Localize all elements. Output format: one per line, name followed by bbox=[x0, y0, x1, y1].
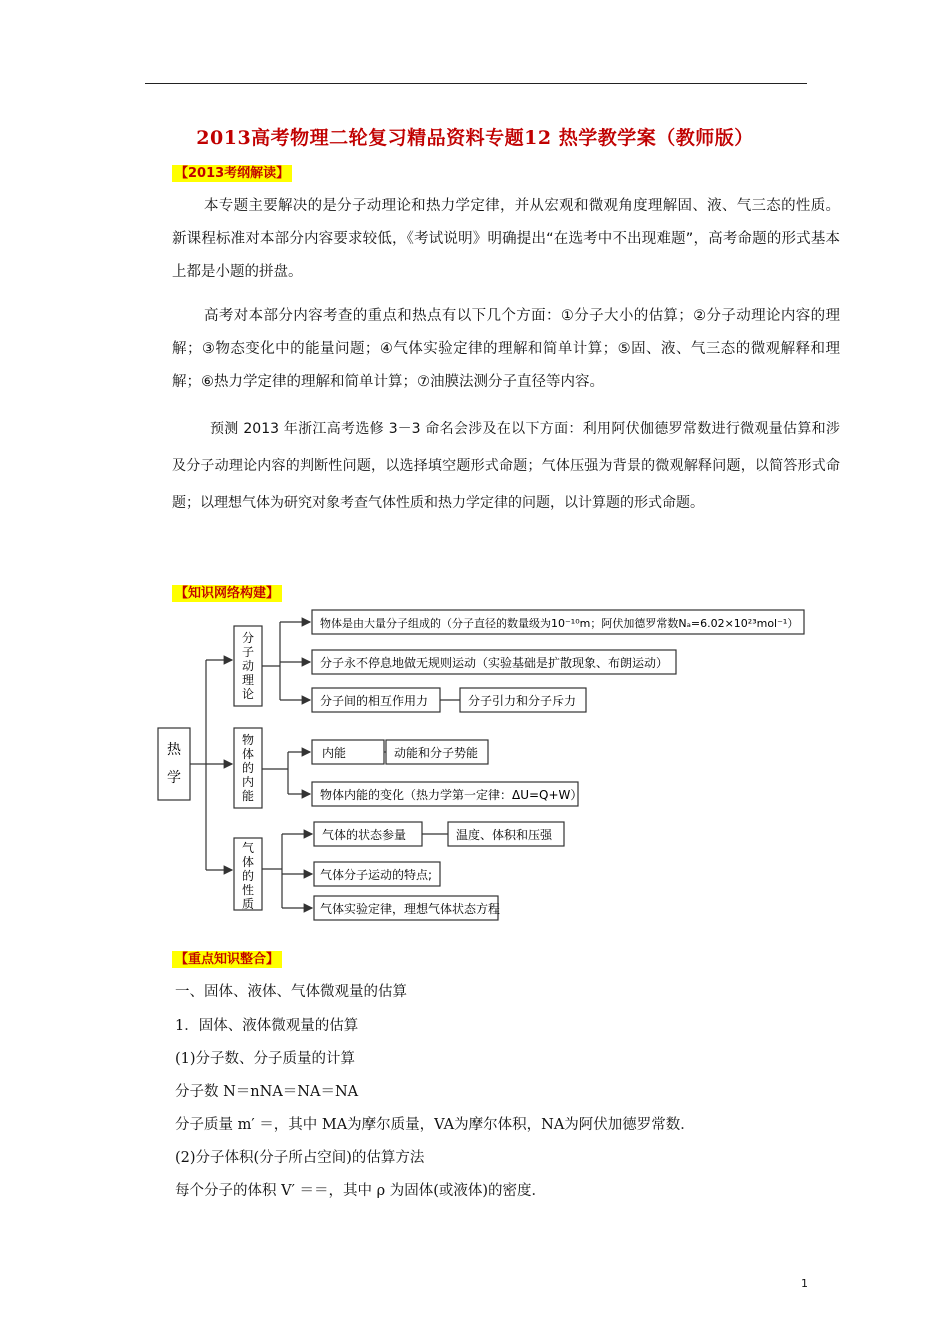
leaf-text: 气体实验定律，理想气体状态方程 bbox=[320, 902, 501, 916]
section-tag-network bbox=[172, 582, 282, 601]
branch-label-char: 子 bbox=[241, 645, 255, 659]
intro-paragraph-2: 高考对本部分内容考查的重点和热点有以下几个方面：①分子大小的估算；②分子动理论内容的理解；③物态变化中的能量问题；④气体实验定律的理解和简单计算；⑤固、液、气三态的微观解释和理解；⑥热力学定律的理解和简单计算；⑦油膜法测分子直径等内容。 bbox=[172, 308, 840, 390]
node-root-char: 热 bbox=[167, 742, 181, 758]
node-root-box bbox=[158, 728, 190, 800]
leaf-text: 分子间的相互作用力 bbox=[320, 694, 429, 708]
branch-label-char: 的 bbox=[241, 761, 255, 775]
page-number: 1 bbox=[801, 1277, 808, 1290]
intro-paragraph-1: 本专题主要解决的是分子动理论和热力学定律，并从宏观和微观角度理解固、液、气三态的性质。新课程标准对本部分内容要求较低，《考试说明》明确提出“在选考中不出现难题”，高考命题的形式基本上都是小题的拼盘。 bbox=[172, 198, 840, 280]
leaf-text: 内能 bbox=[322, 746, 347, 760]
header-rule bbox=[145, 83, 807, 84]
branch-label-char: 理 bbox=[241, 673, 255, 687]
leaf-sub-text: 温度、体积和压强 bbox=[456, 828, 553, 842]
branch-label-char: 分 bbox=[241, 631, 255, 645]
node-root-char: 学 bbox=[167, 770, 181, 786]
section-tag-network-label: 【知识网络构建】 bbox=[172, 585, 282, 602]
section-tag-outline bbox=[172, 162, 292, 181]
leaf-text: 气体分子运动的特点; bbox=[320, 868, 433, 882]
page-title: 2013高考物理二轮复习精品资料专题12 热学教学案（教师版） bbox=[196, 127, 754, 149]
section-tag-key bbox=[172, 948, 282, 967]
branch-label-char: 动 bbox=[241, 659, 255, 673]
leaf-sub-text: 动能和分子势能 bbox=[394, 746, 479, 760]
key-heading-2: 1．固体、液体微观量的估算 bbox=[175, 1018, 359, 1034]
knowledge-network-diagram bbox=[150, 604, 820, 924]
key-heading-1: 一、固体、液体、气体微观量的估算 bbox=[175, 984, 407, 1000]
leaf-text: 物体内能的变化（热力学第一定律：ΔU=Q+W） bbox=[320, 788, 583, 802]
branch-label-char: 内 bbox=[241, 775, 255, 789]
key-line-molecule-count: 分子数 N＝nNA＝NA＝NA bbox=[175, 1084, 359, 1100]
branch-label-char: 性 bbox=[241, 883, 255, 897]
leaf-sub-text: 分子引力和分子斥力 bbox=[468, 694, 577, 708]
leaf-text: 物体是由大量分子组成的（分子直径的数量级为10⁻¹⁰m；阿伏加德罗常数Nₐ=6.02×10²³mol⁻¹） bbox=[320, 617, 799, 630]
branch-label-char: 气 bbox=[241, 841, 255, 855]
key-line-molecule-mass: 分子质量 m′ ＝，其中 MA为摩尔质量，VA为摩尔体积，NA为阿伏加德罗常数． bbox=[175, 1117, 695, 1133]
branch-label-char: 质 bbox=[241, 897, 255, 911]
section-tag-outline-label: 【2013考纲解读】 bbox=[172, 165, 292, 182]
branch-label-char: 的 bbox=[241, 869, 255, 883]
intro-paragraph-3: 预测 2013 年浙江高考选修 3－3 命名会涉及在以下方面：利用阿伏伽德罗常数进行微观量估算和涉及分子动理论内容的判断性问题，以选择填空题形式命题；气体压强为背景的微观解释问题，以简答形式命题；以理想气体为研究对象考查气体性质和热力学定律的问题，以计算题的形式命题。 bbox=[172, 421, 840, 511]
key-heading-4: (2)分子体积(分子所占空间)的估算方法 bbox=[175, 1150, 425, 1166]
branch-label-char: 体 bbox=[241, 855, 255, 869]
key-heading-3: (1)分子数、分子质量的计算 bbox=[175, 1051, 356, 1067]
leaf-text: 分子永不停息地做无规则运动（实验基础是扩散现象、布朗运动） bbox=[320, 656, 669, 670]
section-tag-key-label: 【重点知识整合】 bbox=[172, 951, 282, 968]
branch-label-char: 能 bbox=[241, 789, 255, 803]
leaf-text: 气体的状态参量 bbox=[322, 828, 407, 842]
branch-label-char: 物 bbox=[241, 733, 255, 747]
branch-label-char: 论 bbox=[241, 687, 255, 701]
branch-label-char: 体 bbox=[241, 747, 255, 761]
key-line-molecule-volume: 每个分子的体积 V′ ＝＝，其中 ρ 为固体(或液体)的密度． bbox=[175, 1183, 547, 1199]
